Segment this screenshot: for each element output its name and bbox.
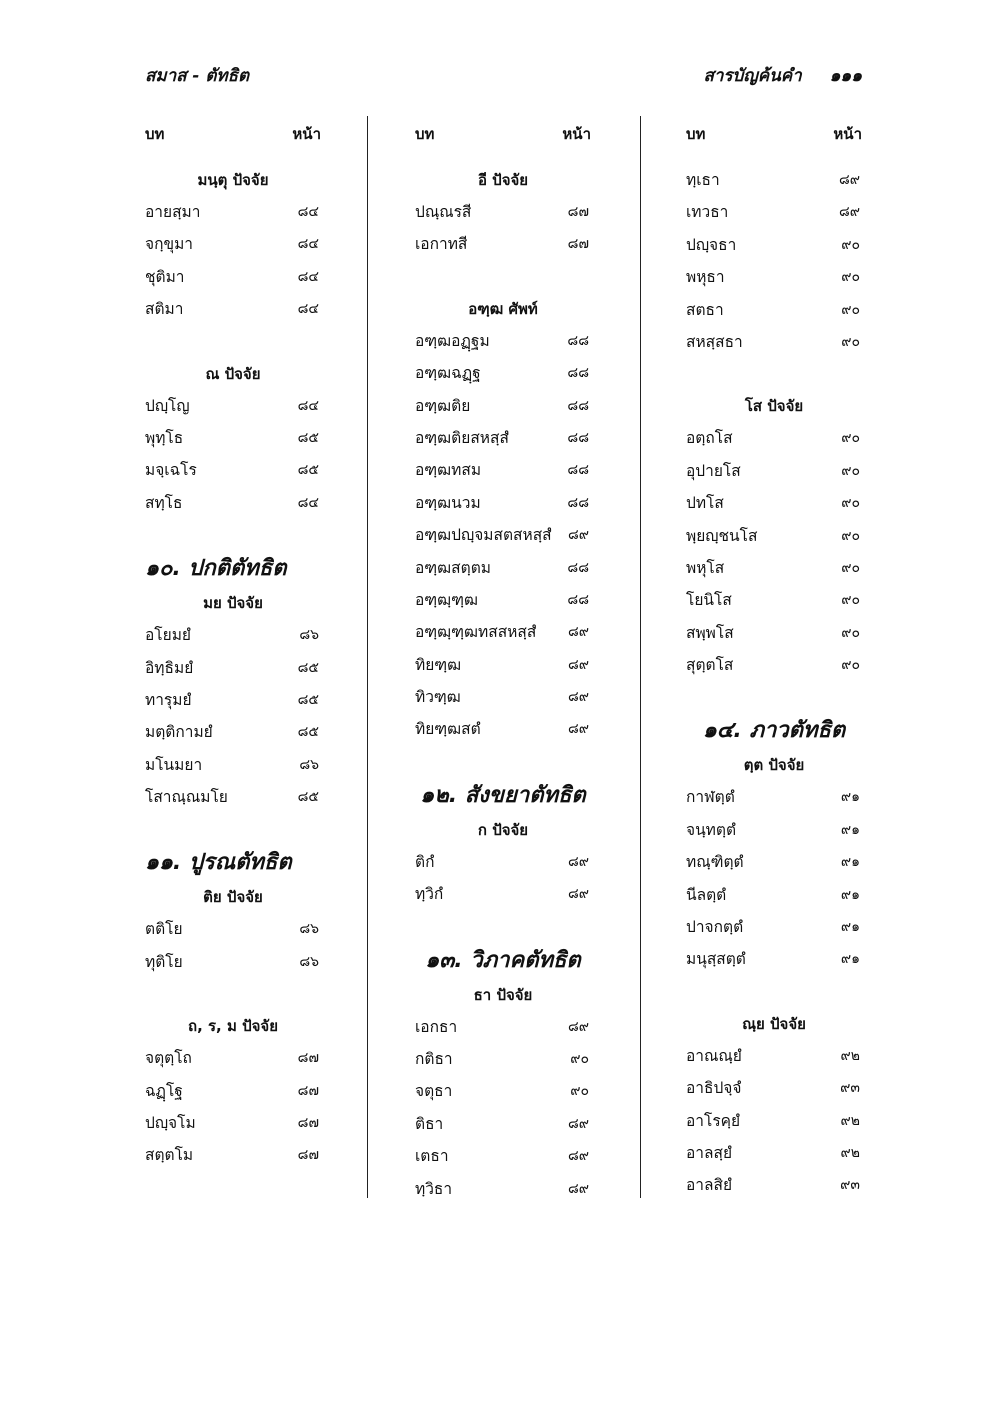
index-entry <box>415 196 591 228</box>
entry-page: ๘๘ <box>567 462 589 479</box>
entry-word: สทฺโธ <box>145 493 183 512</box>
entry-page: ๘๙ <box>567 1148 589 1165</box>
entry-word: ทฺวิธา <box>415 1179 453 1198</box>
entry-word: ปาจกตฺตํ <box>686 918 744 937</box>
index-entry <box>686 1169 862 1201</box>
entry-word: อฑฺฒฺฑฺฒ <box>415 590 479 609</box>
index-entry <box>686 552 862 584</box>
column-header <box>415 118 591 150</box>
entry-page: ๘๙ <box>567 527 589 544</box>
column-header <box>145 118 321 150</box>
entry-word: กติธา <box>415 1050 453 1069</box>
entry-page: ๘๘ <box>567 591 589 608</box>
index-entry <box>686 1072 862 1104</box>
index-entry <box>686 1040 862 1072</box>
entry-page: ๘๙ <box>567 721 589 738</box>
suffix-heading: ณฺย ปัจจัย <box>742 1014 806 1033</box>
entry-page: ๘๗ <box>297 1147 319 1164</box>
page-number: ๑๑๑ <box>829 66 862 86</box>
column-header <box>686 118 862 150</box>
running-header-left <box>145 62 249 89</box>
entry-word: พฺยญฺชนโส <box>686 526 758 545</box>
entry-word: ติกํ <box>415 852 435 871</box>
index-section <box>415 164 591 261</box>
entry-page: ๘๘ <box>567 559 589 576</box>
index-entry <box>145 749 321 781</box>
entry-word: ติธา <box>415 1114 444 1133</box>
entry-page: ๘๖ <box>299 627 319 644</box>
index-entry <box>686 584 862 616</box>
entry-page: ๙๑ <box>840 821 860 838</box>
suffix-heading: อฑฺฒ ศัพท์ <box>468 299 538 318</box>
entry-page: ๘๘ <box>567 494 589 511</box>
index-entry <box>145 261 321 293</box>
index-entry <box>686 164 862 196</box>
chapter-heading: ๑๑. ปูรณตัทธิต <box>145 850 292 876</box>
chapter-heading: ๑๒. สังขยาตัทธิต <box>420 782 586 808</box>
index-entry <box>686 649 862 681</box>
index-entry <box>415 228 591 260</box>
entry-page: ๘๙ <box>838 204 860 221</box>
index-entry <box>415 1075 591 1107</box>
entry-word: อาโรคฺยํ <box>686 1111 741 1130</box>
entry-word: พุทฺโธ <box>145 428 184 447</box>
index-entry <box>415 681 591 713</box>
entry-page: ๙๒ <box>840 1047 860 1064</box>
index-entry <box>415 1140 591 1172</box>
entry-word: อฑฺฒติย <box>415 396 471 415</box>
entry-page: ๙๑ <box>840 886 860 903</box>
entry-word: เอกธา <box>415 1017 458 1036</box>
index-entry <box>145 293 321 325</box>
entry-word: อาลสิยํ <box>686 1176 733 1195</box>
entry-page: ๘๖ <box>299 756 319 773</box>
suffix-heading: ก ปัจจัย <box>477 820 529 839</box>
index-entry <box>145 1075 321 1107</box>
index-section <box>145 845 321 978</box>
entry-page: ๘๙ <box>838 172 860 188</box>
index-entry <box>686 326 862 358</box>
index-section <box>415 293 591 746</box>
entry-word: อายสฺมา <box>145 203 201 221</box>
entry-page: ๘๙ <box>567 853 589 870</box>
index-entry <box>686 781 862 813</box>
entry-word: ทฺวิกํ <box>415 885 444 904</box>
index-section <box>686 713 862 975</box>
index-column-2 <box>415 118 591 1205</box>
index-entry <box>686 1137 862 1169</box>
entry-page: ๘๔ <box>297 301 319 318</box>
entry-word: อโยมยํ <box>145 626 192 645</box>
entry-word: ทิวฑฺฒ <box>415 688 461 707</box>
entry-word: ตติโย <box>145 920 183 939</box>
index-column-1 <box>145 118 321 1172</box>
index-entry <box>415 584 591 616</box>
entry-page: ๙๑ <box>840 789 860 806</box>
index-entry <box>686 911 862 943</box>
entry-word: สพฺพโส <box>686 623 734 642</box>
entry-word: ชุติมา <box>145 267 185 286</box>
entry-page: ๘๘ <box>567 429 589 446</box>
column-label-word: บท <box>686 125 706 143</box>
entry-word: ทณฺฑิตฺตํ <box>686 853 744 872</box>
entry-page: ๘๕ <box>297 462 319 479</box>
column-label-word: บท <box>415 125 435 143</box>
index-entry <box>686 1105 862 1137</box>
entry-word: โยนิโส <box>686 591 732 610</box>
entry-page: ๘๔ <box>297 494 319 511</box>
entry-word: มนุสฺสตฺตํ <box>686 950 746 969</box>
index-entry <box>686 455 862 487</box>
entry-page: ๘๘ <box>567 332 589 349</box>
index-section <box>145 551 321 813</box>
index-entry <box>686 422 862 454</box>
entry-page: ๘๕ <box>297 724 319 741</box>
index-entry <box>686 846 862 878</box>
entry-page: ๘๗ <box>297 1115 319 1132</box>
entry-word: อุปายโส <box>686 461 741 480</box>
entry-word: อาณณฺยํ <box>686 1046 742 1065</box>
index-entry <box>415 1011 591 1043</box>
entry-page: ๙๐ <box>841 236 860 253</box>
index-entry <box>415 1173 591 1205</box>
index-entry <box>415 878 591 910</box>
entry-word: อฑฺฒปญฺจมสตสหสฺสํ <box>415 526 552 545</box>
index-entry <box>686 487 862 519</box>
index-entry <box>686 520 862 552</box>
entry-page: ๙๑ <box>840 919 860 936</box>
entry-word: ปญฺจโม <box>145 1114 196 1133</box>
index-entry <box>145 228 321 260</box>
entry-word: อฑฺฒฉฏฺฐ <box>415 364 481 383</box>
entry-word: พหุโส <box>686 558 725 577</box>
suffix-heading: ตฺต ปัจจัย <box>743 756 805 775</box>
column-label-page: หน้า <box>833 125 862 143</box>
entry-word: ทฺเธา <box>686 171 720 189</box>
entry-page: ๘๗ <box>567 236 589 253</box>
index-entry <box>415 649 591 681</box>
entry-page: ๘๙ <box>567 656 589 673</box>
entry-word: ปญฺจธา <box>686 235 737 254</box>
entry-word: ปณฺณรสี <box>415 203 472 221</box>
index-entry <box>415 616 591 648</box>
entry-page: ๙๐ <box>841 657 860 674</box>
entry-page: ๙๐ <box>841 592 860 609</box>
entry-page: ๘๖ <box>299 921 319 938</box>
entry-page: ๘๔ <box>297 268 319 285</box>
entry-page: ๙๒ <box>840 1112 860 1129</box>
chapter-heading: ๑๐. ปกติตัทธิต <box>145 556 287 582</box>
index-section <box>415 943 591 1205</box>
entry-page: ๙๑ <box>840 854 860 871</box>
index-entry <box>415 846 591 878</box>
entry-word: จตุธา <box>415 1082 453 1101</box>
index-entry <box>145 487 321 519</box>
entry-page: ๘๘ <box>567 397 589 414</box>
entry-page: ๙๐ <box>841 495 860 512</box>
entry-word: จนฺทตฺตํ <box>686 820 737 839</box>
index-entry <box>686 814 862 846</box>
index-entry <box>145 1139 321 1171</box>
entry-word: เตธา <box>415 1147 449 1166</box>
entry-page: ๘๕ <box>297 789 319 806</box>
entry-word: อฑฺฒอฏฺฐม <box>415 331 490 350</box>
index-entry <box>145 946 321 978</box>
entry-word: มตฺติกามยํ <box>145 723 213 742</box>
entry-page: ๘๙ <box>567 1180 589 1197</box>
header-index-title: สารบัญค้นคำ <box>703 66 802 86</box>
entry-page: ๙๐ <box>841 527 860 544</box>
entry-word: ทารุมยํ <box>145 690 192 709</box>
entry-page: ๙๐ <box>841 624 860 641</box>
index-entry <box>415 552 591 584</box>
index-entry <box>415 519 591 551</box>
entry-word: มโนมยา <box>145 755 203 774</box>
index-entry <box>686 294 862 326</box>
entry-page: ๘๕ <box>297 429 319 446</box>
index-entry <box>686 943 862 975</box>
entry-word: สหสฺสธา <box>686 332 743 351</box>
column-label-page: หน้า <box>292 125 321 143</box>
entry-word: สติมา <box>145 300 184 319</box>
suffix-heading: โส ปัจจัย <box>744 397 804 416</box>
index-entry <box>686 261 862 293</box>
entry-page: ๙๐ <box>841 559 860 576</box>
index-section <box>686 390 862 681</box>
entry-page: ๙๐ <box>841 269 860 286</box>
entry-page: ๘๔ <box>297 204 319 220</box>
suffix-heading: ถ, ร, ม ปัจจัย <box>188 1017 278 1036</box>
entry-page: ๘๔ <box>297 236 319 253</box>
index-entry <box>415 1108 591 1140</box>
entry-word: สตธา <box>686 300 724 319</box>
entry-word: อฑฺฒนวม <box>415 493 481 512</box>
entry-page: ๙๑ <box>840 951 860 968</box>
chapter-heading: ๑๔. ภาวตัทธิต <box>702 718 846 744</box>
index-entry <box>145 716 321 748</box>
index-entry <box>415 1043 591 1075</box>
entry-page: ๙๐ <box>570 1083 589 1100</box>
entry-word: โสาณฺณมโย <box>145 788 228 807</box>
entry-word: อาธิปจฺจํ <box>686 1079 742 1098</box>
chapter-heading: ๑๓. วิภาคตัทธิต <box>425 947 581 973</box>
index-entry <box>145 1107 321 1139</box>
entry-word: เอกาทสี <box>415 235 468 254</box>
suffix-heading: อี ปัจจัย <box>477 171 529 189</box>
entry-page: ๙๐ <box>841 333 860 350</box>
header-section-title: สมาส - ตัทธิต <box>145 66 250 86</box>
index-entry <box>415 325 591 357</box>
index-entry <box>415 487 591 519</box>
index-column-3 <box>686 118 862 1202</box>
entry-page: ๘๙ <box>567 689 589 706</box>
entry-word: พหุธา <box>686 268 725 287</box>
index-section <box>145 164 321 326</box>
entry-page: ๘๗ <box>297 1050 319 1067</box>
index-entry <box>145 913 321 945</box>
index-entry <box>145 684 321 716</box>
entry-word: สุตฺตโส <box>686 656 734 675</box>
entry-word: ปทโส <box>686 494 724 513</box>
suffix-heading: มนฺตุ ปัจจัย <box>197 171 269 189</box>
suffix-heading: ติย ปัจจัย <box>203 888 263 907</box>
index-entry <box>415 454 591 486</box>
entry-page: ๘๙ <box>567 624 589 641</box>
entry-word: จกฺขุมา <box>145 235 193 254</box>
index-entry <box>686 196 862 228</box>
entry-word: อฑฺฒฺฑฺฒทสสหสฺสํ <box>415 623 537 642</box>
index-section <box>686 1008 862 1202</box>
column-label-page: หน้า <box>562 125 591 143</box>
column-divider <box>367 116 368 1198</box>
entry-page: ๘๔ <box>297 397 319 414</box>
entry-word: อิทฺธิมยํ <box>145 658 194 677</box>
entry-word: นีลตฺตํ <box>686 885 727 904</box>
suffix-heading: ธา ปัจจัย <box>473 985 533 1004</box>
entry-word: จตุตฺโถ <box>145 1049 192 1068</box>
entry-page: ๙๓ <box>840 1177 860 1194</box>
entry-word: อาลสฺยํ <box>686 1143 733 1162</box>
entry-word: กาฬตฺตํ <box>686 788 735 807</box>
index-section <box>415 778 591 911</box>
entry-page: ๘๖ <box>299 953 319 970</box>
index-entry <box>415 713 591 745</box>
entry-page: ๘๗ <box>297 1082 319 1099</box>
running-header-right <box>703 62 862 89</box>
entry-page: ๙๐ <box>841 430 860 447</box>
index-section <box>686 164 862 358</box>
suffix-heading: มย ปัจจัย <box>203 594 263 613</box>
index-entry <box>145 422 321 454</box>
entry-word: ทิยฑฺฒสตํ <box>415 720 481 739</box>
entry-page: ๙๒ <box>840 1144 860 1161</box>
column-divider <box>640 116 641 1198</box>
entry-page: ๘๗ <box>567 204 589 220</box>
entry-word: ปญฺโญ <box>145 396 190 415</box>
index-section <box>145 1010 321 1172</box>
entry-page: ๘๙ <box>567 1115 589 1132</box>
entry-page: ๙๐ <box>841 462 860 479</box>
index-entry <box>415 390 591 422</box>
index-entry <box>415 357 591 389</box>
index-entry <box>686 879 862 911</box>
entry-word: อฑฺฒติยสหสฺสํ <box>415 428 509 447</box>
entry-word: ทุติโย <box>145 952 183 971</box>
entry-page: ๘๙ <box>567 886 589 903</box>
index-entry <box>686 229 862 261</box>
index-entry <box>415 422 591 454</box>
entry-page: ๘๕ <box>297 659 319 676</box>
entry-word: อฑฺฒทสม <box>415 461 482 480</box>
index-entry <box>145 196 321 228</box>
index-entry <box>145 454 321 486</box>
entry-page: ๙๓ <box>840 1080 860 1097</box>
index-entry <box>145 390 321 422</box>
entry-word: สตฺตโม <box>145 1146 194 1165</box>
index-entry <box>145 652 321 684</box>
index-section <box>145 358 321 520</box>
entry-page: ๘๘ <box>567 365 589 382</box>
entry-word: ทิยฑฺฒ <box>415 655 462 674</box>
column-label-word: บท <box>145 125 165 143</box>
entry-word: มจฺเฉโร <box>145 461 197 480</box>
entry-word: อฑฺฒสตฺตม <box>415 558 491 577</box>
entry-page: ๘๕ <box>297 691 319 708</box>
entry-word: ฉฏฺโฐ <box>145 1081 183 1100</box>
index-entry <box>145 1042 321 1074</box>
entry-page: ๙๐ <box>570 1051 589 1068</box>
entry-page: ๘๙ <box>567 1018 589 1035</box>
entry-page: ๙๐ <box>841 301 860 318</box>
entry-word: เทวธา <box>686 203 729 222</box>
index-entry <box>686 617 862 649</box>
entry-word: อตฺถโส <box>686 429 733 448</box>
index-entry <box>145 781 321 813</box>
index-entry <box>145 619 321 651</box>
suffix-heading: ณ ปัจจัย <box>205 364 261 383</box>
